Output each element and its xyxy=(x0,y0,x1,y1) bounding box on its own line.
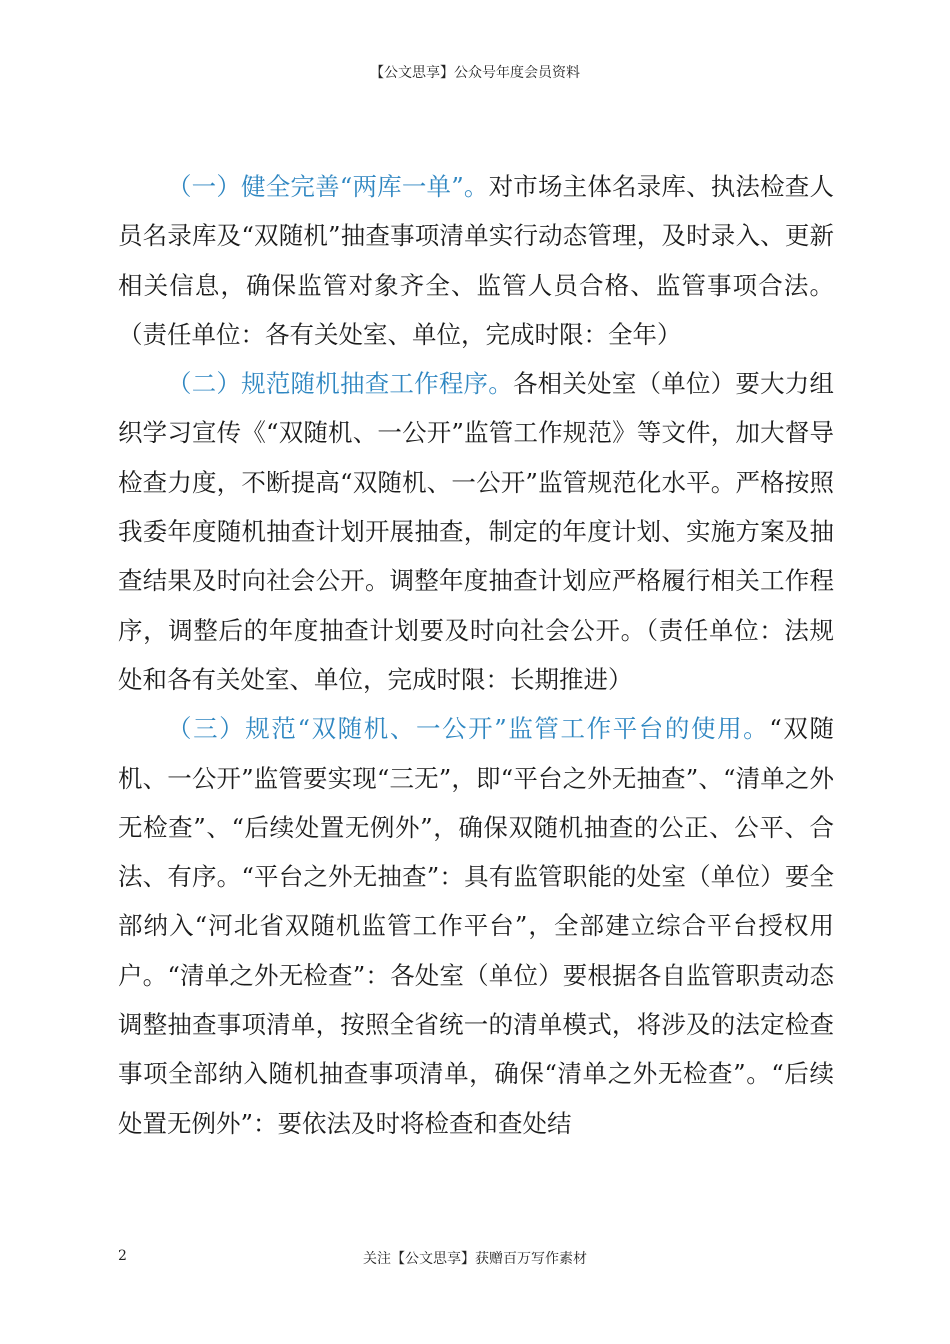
paragraph-2 xyxy=(118,359,834,704)
page-header: 【公文思享】公众号年度会员资料 xyxy=(370,65,580,81)
document-body xyxy=(118,162,834,1148)
paragraph-3-heading: （三）规范“双随机、一公开”监管工作平台的使用。 xyxy=(167,714,770,744)
page-footer: 关注【公文思享】获赠百万写作素材 xyxy=(363,1251,587,1267)
page-number: 2 xyxy=(118,1248,127,1264)
paragraph-1-text: 对市场主体名录库、执法检查人员名录库及“双随机”抽查事项清单实行动态管理，及时录入、更新相关信息，确保监管对象齐全、监管人员合格、监管事项合法。（责任单位：各有关处室、单位，完成时限：全年） xyxy=(118,172,834,349)
paragraph-1 xyxy=(118,162,834,359)
paragraph-2-heading: （二）规范随机抽查工作程序。 xyxy=(167,369,513,399)
paragraph-3 xyxy=(118,704,834,1148)
paragraph-3-text: “双随机、一公开”监管要实现“三无”，即“平台之外无抽查”、“清单之外无检查”、“后续处置无例外”，确保双随机抽查的公正、公平、合法、有序。“平台之外无抽查”：具有监管职能的处室（单位）要全部纳入“河北省双随机监管工作平台”，全部建立综合平台授权用户。“清单之外无检查”：各处室（单位）要根据各自监管职责动态调整抽查事项清单，按照全省统一的清单模式，将涉及的法定检查事项全部纳入随机抽查事项清单，确保“清单之外无检查”。“后续处置无例外”：要依法及时将检查和查处结 xyxy=(118,714,834,1138)
paragraph-2-text: 各相关处室（单位）要大力组织学习宣传《“双随机、一公开”监管工作规范》等文件，加大督导检查力度，不断提高“双随机、一公开”监管规范化水平。严格按照我委年度随机抽查计划开展抽查，制定的年度计划、实施方案及抽查结果及时向社会公开。调整年度抽查计划应严格履行相关工作程序，调整后的年度抽查计划要及时向社会公开。（责任单位：法规处和各有关处室、单位，完成时限：长期推进） xyxy=(118,369,835,694)
paragraph-1-heading: （一）健全完善“两库一单”。 xyxy=(167,172,489,201)
